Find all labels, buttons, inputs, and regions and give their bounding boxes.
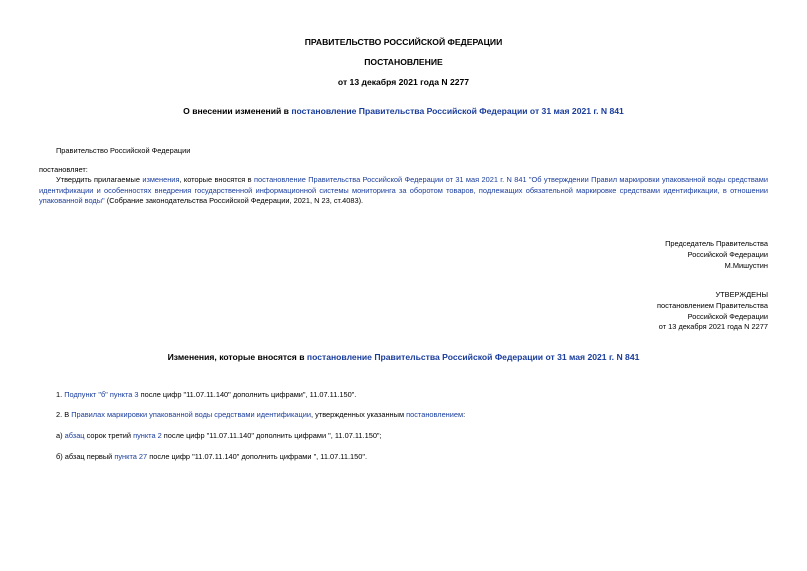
item-1-text: после цифр "11.07.11.140" дополнить цифрами", 11.07.11.150". <box>138 390 357 399</box>
signature-position: Председатель Правительства <box>665 239 768 248</box>
item-1 <box>56 390 356 401</box>
document-title-prefix: О внесении изменений в <box>183 106 292 116</box>
item-2b-text-b: после цифр "11.07.11.140" дополнить цифрами ", 11.07.11.150". <box>147 452 368 461</box>
item-2-text-b: , утвержденных указанным <box>311 410 407 419</box>
item-2 <box>56 410 465 421</box>
government-heading: ПРАВИТЕЛЬСТВО РОССИЙСКОЙ ФЕДЕРАЦИИ <box>304 37 503 47</box>
point-27-link[interactable]: пункта 27 <box>114 452 148 461</box>
item-2a <box>56 431 382 442</box>
item-1-number: 1. <box>56 390 65 399</box>
signature-country: Российской Федерации <box>687 250 768 259</box>
approval-line-2: постановлением Правительства <box>657 301 768 310</box>
document-date-number: от 13 декабря 2021 года N 2277 <box>337 77 470 87</box>
rules-link[interactable]: Правилах маркировки упакованной воды средствами идентификации <box>71 410 312 419</box>
item-2-text-c: : <box>463 410 466 419</box>
approval-date: от 13 декабря 2021 года N 2277 <box>658 322 768 331</box>
item-2-text-a: 2. В <box>56 410 72 419</box>
item-2a-text-c: после цифр "11.07.11.140" дополнить цифрами ", 11.07.11.150"; <box>161 431 382 440</box>
point-2-link[interactable]: пункта 2 <box>133 431 162 440</box>
document-type: ПОСТАНОВЛЕНИЕ <box>364 57 443 67</box>
title-decree-link[interactable]: постановление Правительства Российской Федерации от 31 мая 2021 г. N 841 <box>291 106 624 116</box>
decree-841-link[interactable]: постановление Правительства Российской Федерации от 31 мая 2021 г. N 841 "Об утверждении Правил маркировки упакованной воды средствами идентификации и особенностях внедрения государственной информационной системы мониторинга за оборотом товаров, подлежащих обязательной маркировке средствами идентификации, в отношении упакованной воды" <box>39 175 769 205</box>
item-2b <box>56 452 367 463</box>
document-title <box>0 106 807 116</box>
decree-link[interactable]: постановлением <box>406 410 464 419</box>
main-paragraph <box>39 175 768 207</box>
main-paragraph-text-b: , которые вносятся в <box>179 175 254 184</box>
subparagraph-b-link[interactable]: Подпункт "б" <box>64 390 108 399</box>
changes-link[interactable]: изменения <box>142 175 180 184</box>
point-3-link[interactable]: пункта 3 <box>109 390 139 399</box>
paragraph-link[interactable]: абзац <box>64 431 85 440</box>
changes-title-decree-link[interactable]: постановление Правительства Российской Федерации от 31 мая 2021 г. N 841 <box>306 352 640 362</box>
approval-heading: УТВЕРЖДЕНЫ <box>715 290 768 299</box>
item-2b-text-a: б) абзац первый <box>56 452 115 461</box>
main-paragraph-text-c: (Собрание законодательства Российской Федерации, 2021, N 23, ст.4083). <box>104 196 364 205</box>
main-paragraph-text-a: Утвердить прилагаемые <box>56 175 143 184</box>
decides-text: постановляет: <box>39 165 88 174</box>
approval-line-3: Российской Федерации <box>687 312 768 321</box>
signature-name: М.Мишустин <box>724 261 768 270</box>
item-2a-text-a: а) <box>56 431 65 440</box>
item-2a-text-b: сорок третий <box>84 431 134 440</box>
issuer-text: Правительство Российской Федерации <box>56 146 191 155</box>
changes-title-prefix: Изменения, которые вносятся в <box>167 352 307 362</box>
changes-title <box>0 352 807 362</box>
